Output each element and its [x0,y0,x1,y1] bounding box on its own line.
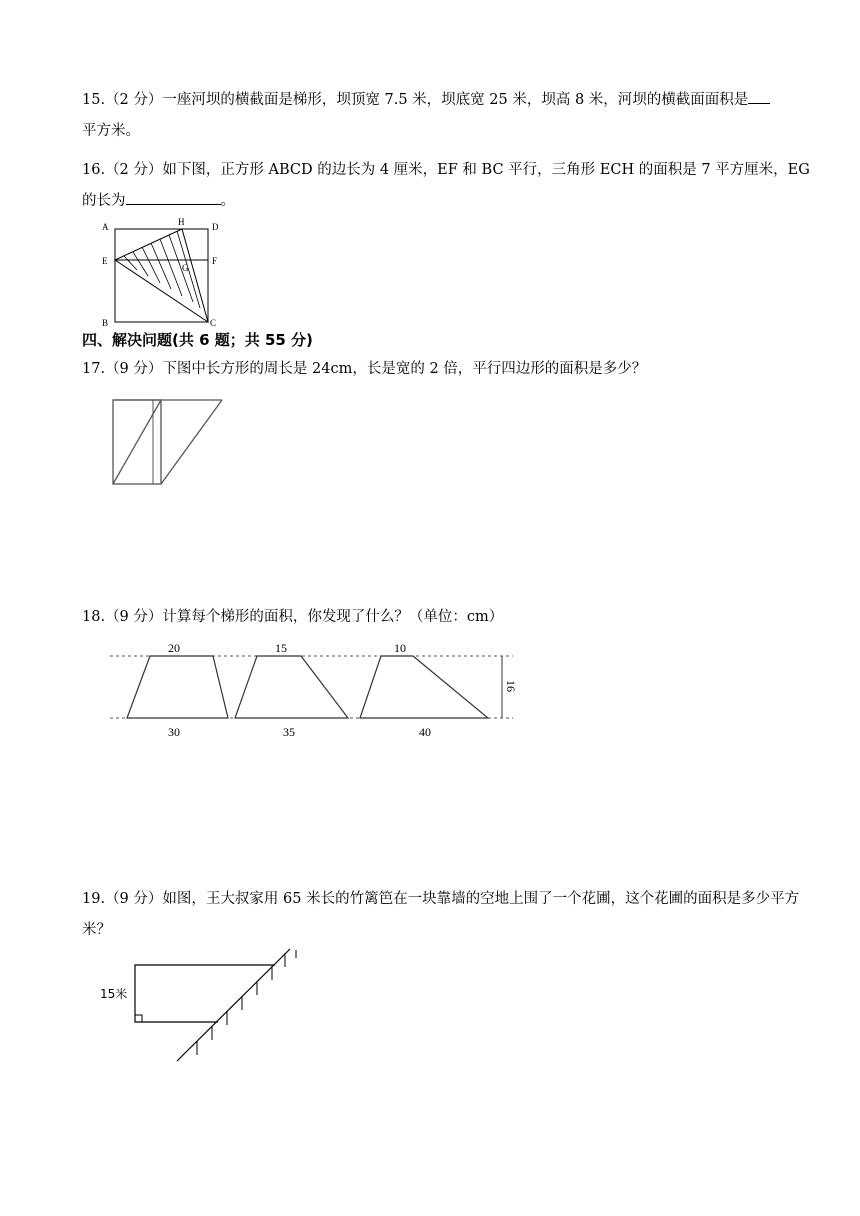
question-number: 18. [82,609,106,625]
question-text: 如图，王大叔家用 65 米长的竹篱笆在一块靠墙的空地上围了一个花圃，这个花圃的面积是多少平方米？ [82,891,800,938]
question-number: 16. [82,162,106,178]
question-19 [82,884,812,946]
answer-blank[interactable] [126,186,221,205]
label-f: F [212,256,218,266]
question-text: 如下图，正方形 ABCD 的边长为 4 厘米，EF 和 BC 平行，三角形 ECH 的面积是 7 平方厘米，EG 的长为 [82,162,810,209]
question-17 [82,354,812,385]
question-number: 15. [82,92,106,108]
question-text: 下图中长方形的周长是 24cm，长是宽的 2 倍，平行四边形的面积是多少？ [162,361,647,377]
garden-wall-figure [100,945,310,1065]
question-score: （2 分） [105,162,163,178]
trapezoid-2-top-label: 15 [275,641,287,655]
question-15 [82,85,812,147]
question-18 [82,602,812,633]
square-abcd-figure [100,216,230,328]
question-text-end: 。 [220,193,235,209]
question-text: 一座河坝的横截面是梯形，坝顶宽 7.5 米，坝底宽 25 米，坝高 8 米，河坝的横截面面积是 [162,92,749,108]
question-score: （2 分） [105,92,163,108]
answer-blank[interactable] [748,85,770,104]
label-e: E [102,256,108,266]
label-a: A [102,222,109,232]
label-b: B [102,318,109,328]
question-score: （9 分） [105,891,163,907]
label-c: C [210,318,217,328]
height-label: 16 [504,680,518,692]
label-g: G [182,263,189,273]
rectangle-parallelogram-figure [108,396,228,488]
question-text-continued: 平方米。 [82,123,140,139]
trapezoid-3-top-label: 10 [394,641,406,655]
question-text: 计算每个梯形的面积，你发现了什么？（单位：cm） [162,609,504,625]
trapezoid-3-bottom-label: 40 [419,725,431,739]
height-label: 15米 [100,987,128,1001]
label-h: H [178,217,185,227]
trapezoid-1-bottom-label: 30 [168,725,180,739]
section-heading: 四、解决问题(共 6 题；共 55 分) [82,331,313,349]
question-number: 17. [82,361,106,377]
question-score: （9 分） [105,609,163,625]
trapezoids-figure [105,636,525,746]
question-number: 19. [82,891,106,907]
question-16 [82,155,812,217]
trapezoid-1-top-label: 20 [168,641,180,655]
trapezoid-2-bottom-label: 35 [283,725,295,739]
label-d: D [212,222,219,232]
question-score: （9 分） [105,361,163,377]
